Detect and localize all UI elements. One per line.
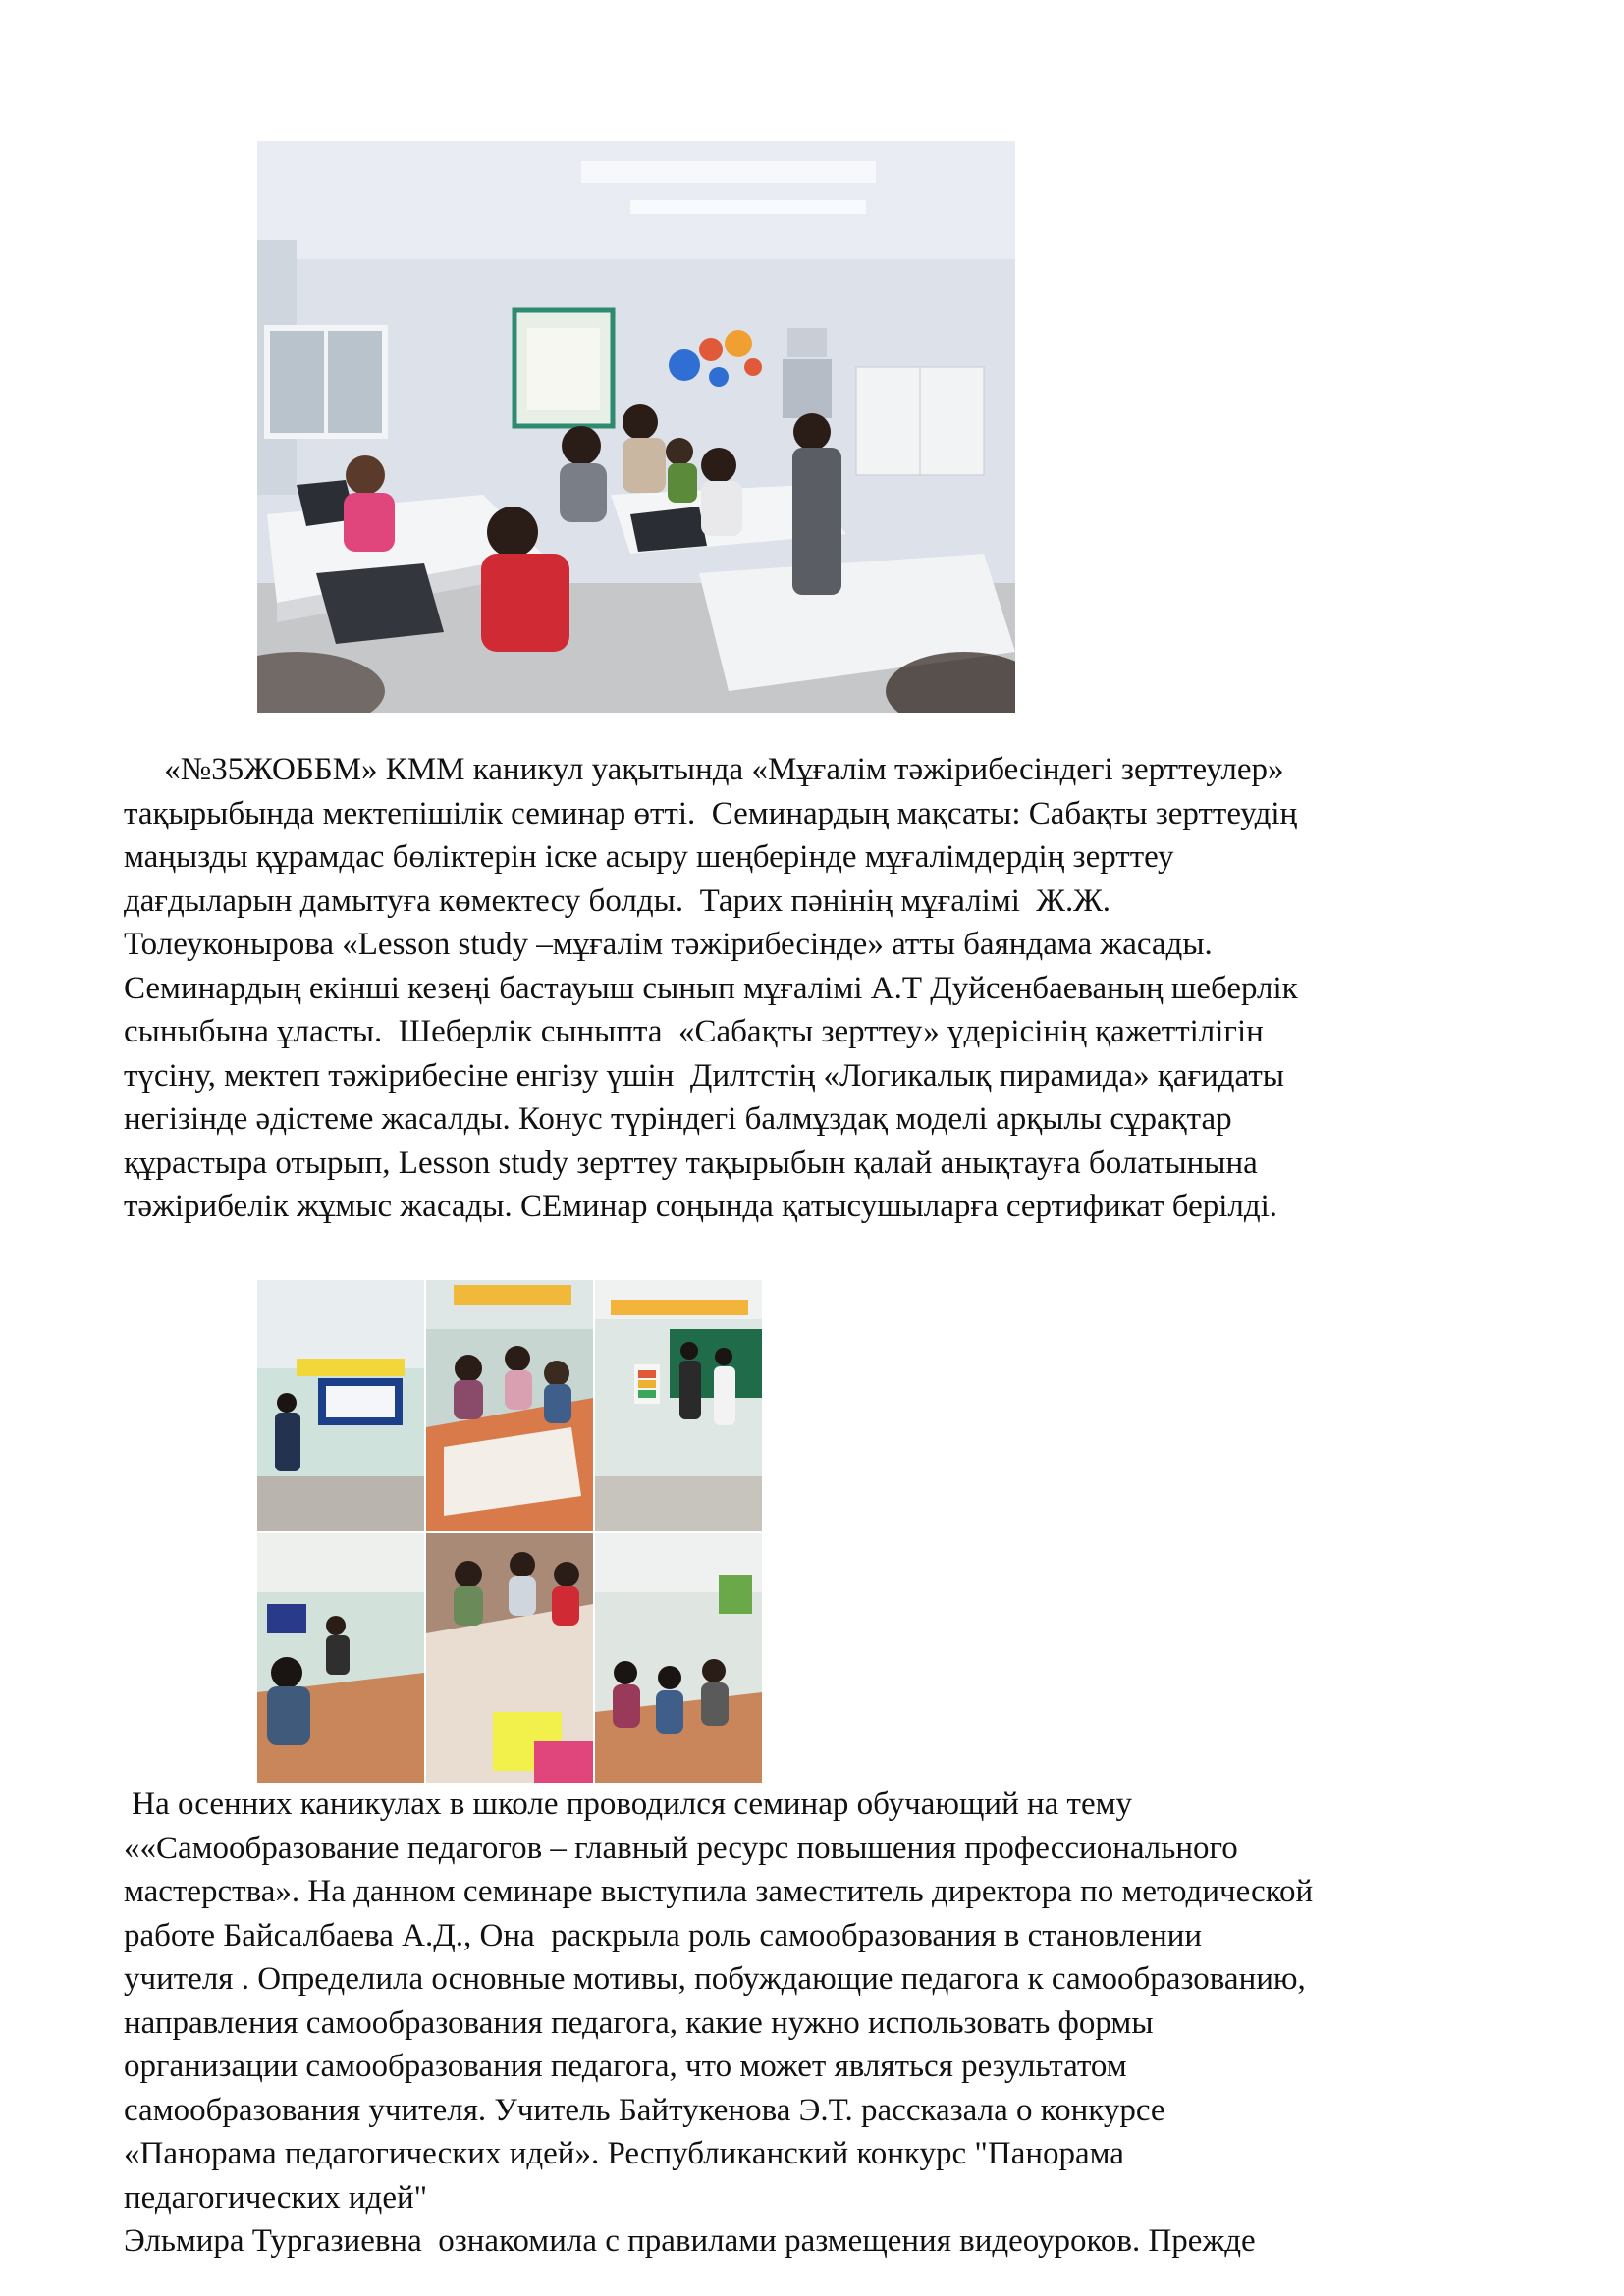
text-line: дағдыларын дамытуға көмектесу болды. Тарих пәнінің мұғалімі Ж.Ж. (124, 882, 1111, 919)
text-line: тәжірибелік жұмыс жасады. СЕминар соңында қатысушыларға сертификат берілді. (124, 1189, 1278, 1224)
text-line: На осенних каникулах в школе проводился семинар обучающий на тему (124, 1787, 1133, 1822)
text-line: организации самообразования педагога, что может являться результатом (124, 2049, 1127, 2084)
text-line: құрастыра отырып, Lesson study зерттеу тақырыбын қалай анықтауға болатынына (124, 1145, 1258, 1181)
text-line: тақырыбында мектепішілік семинар өтті. Семинардың мақсаты: Сабақты зерттеудің (124, 795, 1298, 831)
text-line: работе Байсалбаева А.Д., Она раскрыла роль самообразования в становлении (124, 1917, 1203, 1953)
text-line: учителя . Определила основные мотивы, побуждающие педагога к самообразованию, (124, 1961, 1306, 1997)
text-line: педагогических идей" (124, 2179, 428, 2216)
text-line: негізінде әдістеме жасалды. Конус түріндегі балмұздақ моделі арқылы сұрақтар (124, 1101, 1232, 1137)
text-line: ««Самообразование педагогов – главный ресурс повышения профессионального (124, 1830, 1238, 1866)
seminar-photo-collage (257, 1280, 762, 1783)
text-line: түсіну, мектеп тәжірибесіне енгізу үшін Дилтстің «Логикалық пирамида» қағидаты (124, 1057, 1284, 1094)
text-line: Эльмира Тургазиевна ознакомила с правилами размещения видеоуроков. Прежде (124, 2223, 1256, 2259)
text-line: Толеуконырова «Lesson study –мұғалім тәжірибесінде» атты баяндама жасады. (124, 927, 1213, 962)
text-line: сыныбына ұласты. Шеберлік сыныпта «Сабақты зерттеу» үдерісінің қажеттілігін (124, 1014, 1264, 1049)
text-line: маңызды құрамдас бөліктерін іске асыру шеңберінде мұғалімдердің зерттеу (124, 839, 1174, 875)
paragraph-russian (124, 1783, 1538, 2264)
text-line: Семинардың екінші кезеңі бастауыш сынып мұғалімі А.Т Дуйсенбаеваның шеберлік (124, 970, 1298, 1006)
classroom-photo (257, 141, 1015, 713)
paragraph-kazakh (124, 748, 1538, 1229)
text-line: «Панорама педагогических идей». Республиканский конкурс "Панорама (124, 2136, 1124, 2171)
text-line: самообразования учителя. Учитель Байтукенова Э.Т. рассказала о конкурсе (124, 2092, 1165, 2128)
text-line: «№35ЖОББМ» КММ каникул уақытында «Мұғалім тәжірибесіндегі зерттеулер» (124, 752, 1284, 787)
text-line: направления самообразования педагога, какие нужно использовать формы (124, 2004, 1154, 2041)
text-line: мастерства». На данном семинаре выступила заместитель директора по методической (124, 1874, 1314, 1909)
